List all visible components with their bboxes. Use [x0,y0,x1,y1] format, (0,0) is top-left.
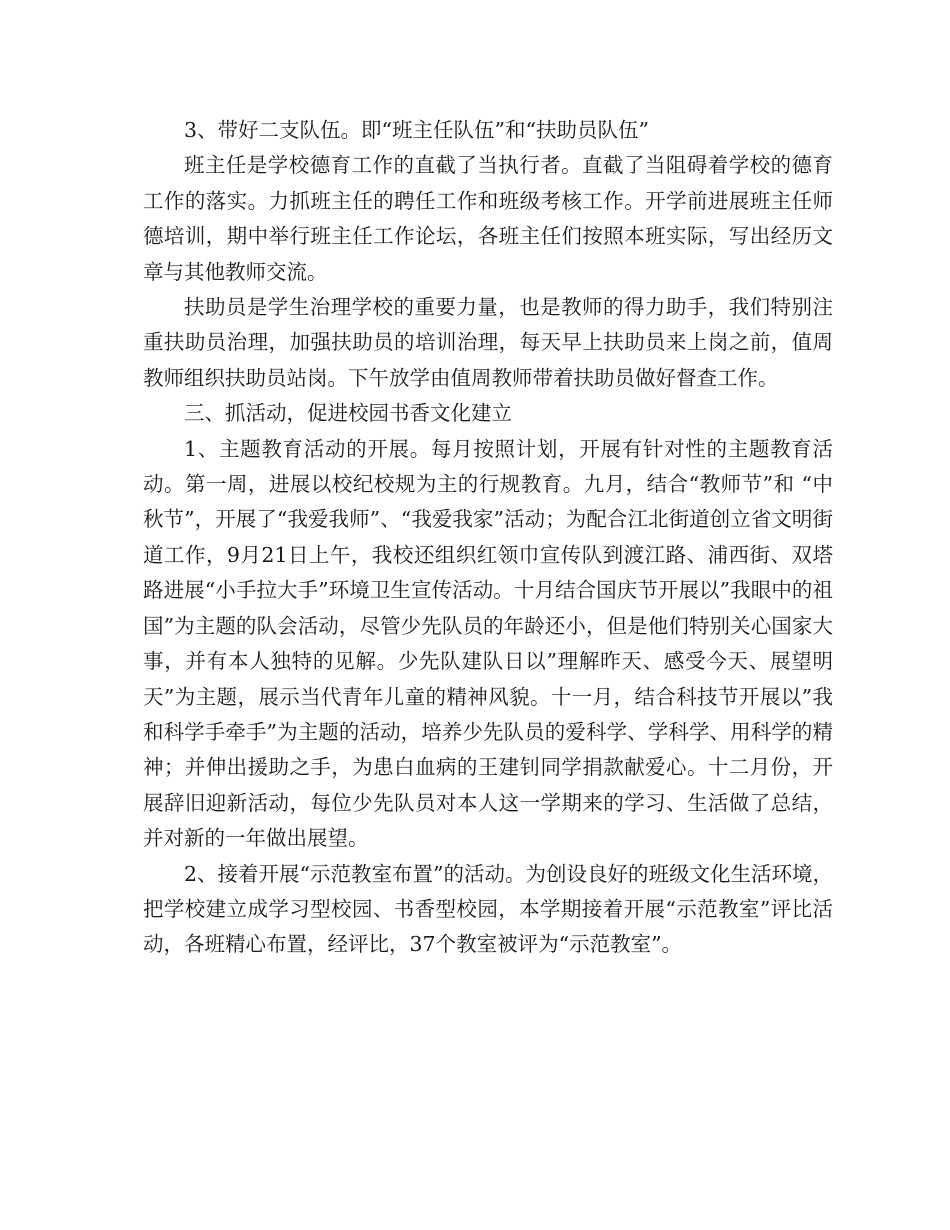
paragraph-model-classroom: 2、接着开展“示范教室布置”的活动。为创设良好的班级文化生活环境，把学校建立成学习型校园、书香型校园，本学期接着开展“示范教室”评比活动，各班精心布置，经评比，37个教室被评为“示范教室”。 [143,861,834,957]
paragraph-assistant: 扶助员是学生治理学校的重要力量，也是教师的得力助手，我们特别注重扶助员治理，加强扶助员的培训治理，每天早上扶助员来上岗之前，值周教师组织扶助员站岗。下午放学由值周教师带着扶助员做好督查工作。 [143,295,833,390]
paragraph-theme-education: 1、主题教育活动的开展。每月按照计划，开展有针对性的主题教育活动。第一周，进展以校纪校规为主的行规教育。九月，结合“教师节”和 “中秋节”，开展了“我爱我师”、“我爱我家”活动；为配合江北街道创立省文明街道工作，9月21日上午，我校还组织红领巾宣传队到渡江路、浦西街、双塔路进展“小手拉大手”环境卫生宣传活动。十月结合国庆节开展以”我眼中的祖国”为主题的队会活动，尽管少先队员的年龄还小，但是他们特别关心国家大事，并有本人独特的见解。少先队建队日以”理解昨天、感受今天、展望明天”为主题，展示当代青年儿童的精神风貌。十一月，结合科技节开展以”我和科学手牵手”为主题的活动，培养少先队员的爱科学、学科学、用科学的精神；并伸出援助之手，为患白血病的王建钊同学捐款献爱心。十二月份，开展辞旧迎新活动，每位少先队员对本人这一学期来的学习、生活做了总结，并对新的一年做出展望。 [143,436,833,851]
document-body [143,113,833,963]
section-heading-activities: 三、抓活动，促进校园书香文化建立 [184,401,512,426]
paragraph-class-teacher: 班主任是学校德育工作的直截了当执行者。直截了当阻碍着学校的德育工作的落实。力抓班主任的聘任工作和班级考核工作。开学前进展班主任师德培训，期中举行班主任工作论坛，各班主任们按照本班实际，写出经历文章与其他教师交流。 [143,153,833,284]
paragraph-team-heading: 3、带好二支队伍。即“班主任队伍”和“扶助员队伍” [184,118,649,142]
